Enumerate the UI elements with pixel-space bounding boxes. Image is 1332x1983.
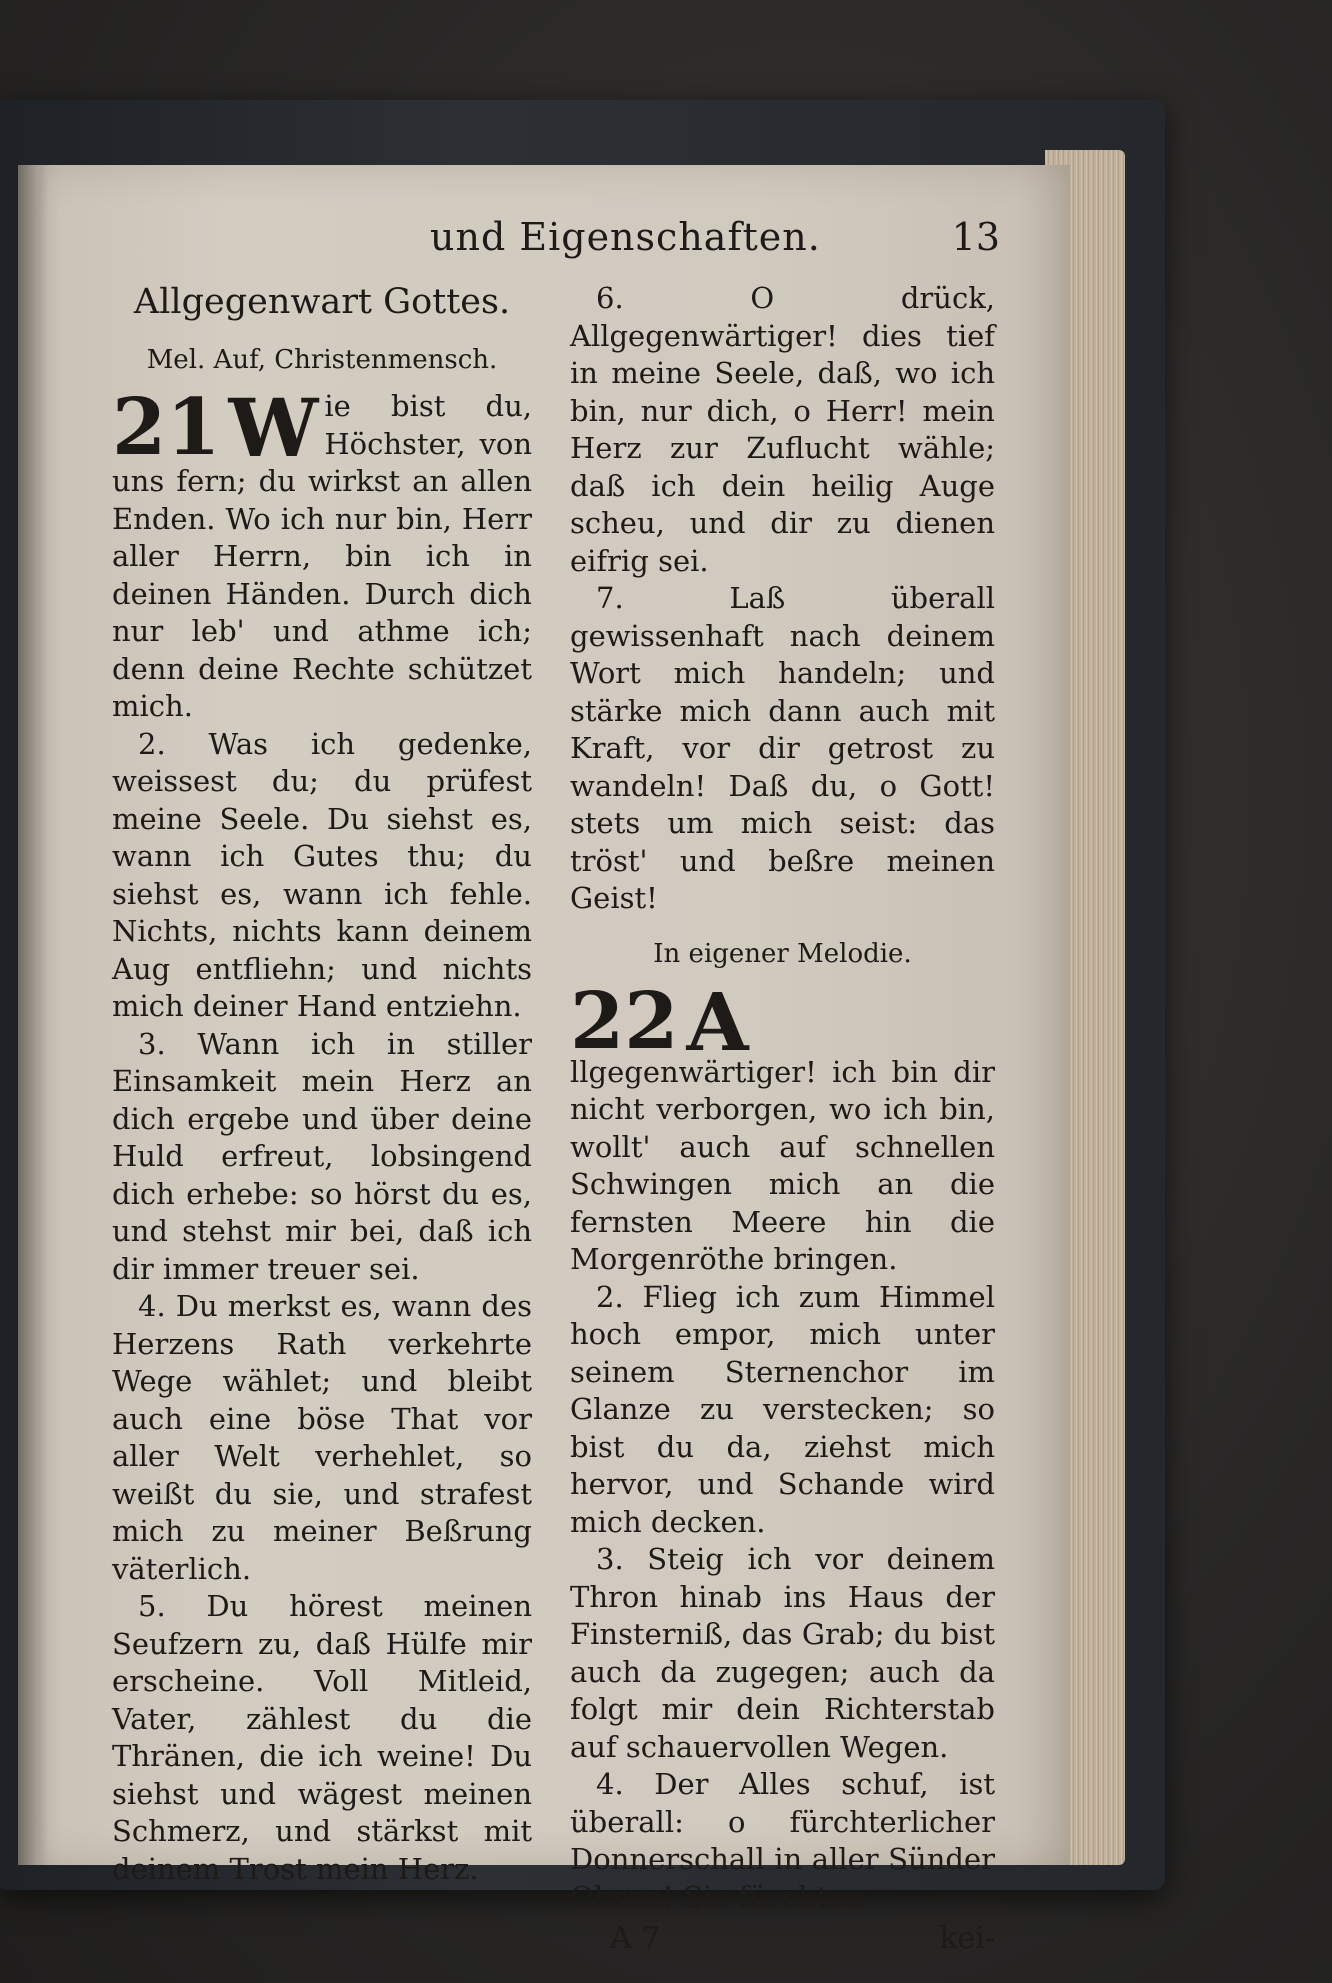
- melody-note: In eigener Melodie.: [653, 938, 912, 969]
- right-column: [570, 280, 995, 1958]
- running-head: [120, 215, 1000, 265]
- stanza: 2. Was ich gedenke, weissest du; du prüfest meine Seele. Du siehst es, wann ich Gutes thu; du siehst es, wann ich fehle. Nichts, nichts kann deinem Aug entfliehn; und nichts mich deiner Hand entziehn.: [112, 726, 532, 1023]
- hymn-21-first-stanza: [112, 381, 532, 726]
- hymn-number: 21: [112, 382, 221, 473]
- page-footer: [570, 1920, 995, 1958]
- running-title: und Eigenschaften.: [430, 215, 821, 259]
- signature-mark: A 7: [610, 1921, 661, 1956]
- hymn-22-first-stanza: [570, 974, 995, 1279]
- drop-initial: W: [228, 381, 319, 475]
- stanza: 6. O drück, Allgegenwärtiger! dies tief in meine Seele, daß, wo ich bin, nur dich, o Herr! mein Herz zur Zuflucht wähle; daß ich dein heilig Auge scheu, und dir zu dienen eifrig sei.: [570, 281, 995, 578]
- melody-note: Mel. Auf, Christenmensch.: [146, 345, 498, 375]
- page-gutter: [18, 165, 48, 1865]
- stanza: 3. Wann ich in stiller Einsamkeit mein Herz an dich ergebe und über deine Huld erfreut, lobsingend dich erhebe: so hörst du es, und stehst mir bei, daß ich dir immer treuer sei.: [112, 1026, 532, 1286]
- stanza-text: ie bist du, Höchster, von uns fern; du wirkst an allen Enden. Wo ich nur bin, Herr aller Herrn, bin ich in deinen Händen. Durch dich nur leb' und athme ich; denn deine Rechte schützet mich.: [112, 389, 532, 723]
- page-number: 13: [951, 215, 1000, 259]
- stanza: 4. Der Alles schuf, ist überall: o fürchterlicher Donnerschall in aller Sünder Ohren! Sie fürchten: [570, 1767, 995, 1914]
- left-column: [112, 280, 532, 1888]
- stanza: 2. Flieg ich zum Himmel hoch empor, mich unter seinem Sternenchor im Glanze zu verstecken; so bist du da, ziehst mich hervor, und Schande wird mich decken.: [570, 1279, 995, 1539]
- stanza: 5. Du hörest meinen Seufzern zu, daß Hülfe mir erscheine. Voll Mitleid, Vater, zählest du die Thränen, die ich weine! Du siehst und wägest meinen Schmerz, und stärkst mit deinem Trost mein Herz.: [112, 1589, 532, 1886]
- section-heading: Allgegenwart Gottes.: [133, 282, 511, 322]
- stanza: 3. Steig ich vor deinem Thron hinab ins Haus der Finsterniß, das Grab; du bist auch da zugegen; auch da folgt mir dein Richterstab auf schauervollen Wegen.: [570, 1542, 995, 1764]
- stanza: 7. Laß überall gewissenhaft nach deinem Wort mich handeln; und stärke mich dann auch mit Kraft, vor dir getrost zu wandeln! Daß du, o Gott! stets um mich seist: das tröst' und beßre meinen Geist!: [570, 581, 995, 915]
- stanza-text: llgegenwärtiger! ich bin dir nicht verborgen, wo ich bin, wollt' auch auf schnellen Schwingen mich an die fernsten Meere hin die Morgenröthe bringen.: [570, 1054, 995, 1276]
- hymn-number: 22: [570, 975, 679, 1067]
- catchword: kei-: [939, 1921, 995, 1956]
- stanza: 4. Du merkst es, wann des Herzens Rath verkehrte Wege wählet; und bleibt auch eine böse That vor aller Welt verhehlet, so weißt du sie, und strafest mich zu meiner Beßrung väterlich.: [112, 1289, 532, 1586]
- drop-initial: A: [686, 974, 749, 1069]
